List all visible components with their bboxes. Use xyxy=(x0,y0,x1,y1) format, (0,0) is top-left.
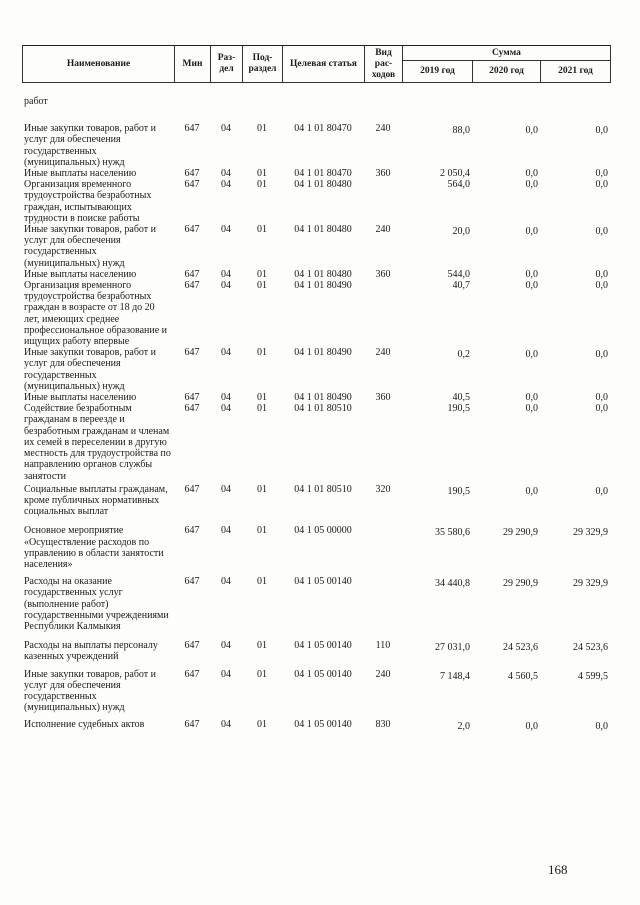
row-razdel: 04 xyxy=(221,403,231,415)
row-name: Расходы на оказание государственных услуг (выполнение работ) государственными учреждениями Республики Калмыкия xyxy=(24,576,169,632)
table-row xyxy=(22,574,610,638)
row-name: Исполнение судебных актов xyxy=(24,719,145,731)
row-razdel: 04 xyxy=(221,168,231,180)
row-2019: 564,0 xyxy=(447,179,470,191)
row-min: 647 xyxy=(184,576,200,588)
row-2021: 4 599,5 xyxy=(578,670,608,682)
row-2019: 2 050,4 xyxy=(440,168,470,180)
row-2019: 20,0 xyxy=(452,226,470,238)
row-name: Социальные выплаты гражданам, кроме публичных нормативных социальных выплат xyxy=(24,483,168,518)
table-row xyxy=(22,88,610,123)
row-2019: 40,7 xyxy=(452,280,470,292)
table-body xyxy=(22,88,610,733)
row-target: 04 1 01 80490 xyxy=(294,280,352,292)
row-min: 647 xyxy=(184,347,200,359)
row-vid: 240 xyxy=(375,668,391,680)
row-2021: 0,0 xyxy=(595,392,608,404)
row-min: 647 xyxy=(184,179,200,191)
row-name: работ xyxy=(24,96,48,107)
row-vid: 360 xyxy=(375,268,391,280)
row-target: 04 1 01 80480 xyxy=(294,179,352,191)
row-min: 647 xyxy=(184,719,200,731)
table-row xyxy=(22,667,610,718)
row-min: 647 xyxy=(184,123,200,135)
row-min: 647 xyxy=(184,403,200,415)
row-min: 647 xyxy=(184,392,200,404)
row-name: Содействие безработным гражданам в переезде и безработным гражданам и членам их семей в переселении в другую местность для трудоустройства по направлению органов службы занятости xyxy=(24,403,171,482)
row-2020: 0,0 xyxy=(525,226,538,238)
row-podrazdel: 01 xyxy=(257,280,267,292)
row-vid: 240 xyxy=(375,123,391,135)
header-sum: Сумма xyxy=(403,46,611,61)
header-podrazdel: Под-раздел xyxy=(243,46,283,83)
row-2020: 0,0 xyxy=(525,268,538,280)
row-name: Иные закупки товаров, работ и услуг для обеспечения государственных (муниципальных) нужд xyxy=(24,347,157,392)
header-2019: 2019 год xyxy=(403,61,473,83)
row-name: Иные закупки товаров, работ и услуг для обеспечения государственных (муниципальных) нужд xyxy=(24,668,157,714)
row-2020: 24 523,6 xyxy=(503,642,538,654)
row-razdel: 04 xyxy=(221,576,231,588)
row-podrazdel: 01 xyxy=(257,179,267,191)
row-podrazdel: 01 xyxy=(257,719,267,731)
row-podrazdel: 01 xyxy=(257,483,267,495)
row-min: 647 xyxy=(184,168,200,180)
header-razdel: Раз-дел xyxy=(211,46,243,83)
row-podrazdel: 01 xyxy=(257,168,267,180)
row-2020: 4 560,5 xyxy=(508,670,538,682)
row-2019: 35 580,6 xyxy=(435,527,470,539)
row-name: Иные выплаты населению xyxy=(24,168,137,180)
row-razdel: 04 xyxy=(221,668,231,680)
row-name: Иные закупки товаров, работ и услуг для обеспечения государственных (муниципальных) нужд xyxy=(24,123,157,168)
row-min: 647 xyxy=(184,668,200,680)
table-row xyxy=(22,392,610,403)
row-razdel: 04 xyxy=(221,719,231,731)
table-row xyxy=(22,269,610,280)
row-vid: 110 xyxy=(375,640,391,652)
row-vid: 830 xyxy=(375,719,391,731)
row-name: Иные выплаты населению xyxy=(24,268,137,280)
row-razdel: 04 xyxy=(221,268,231,280)
row-2021: 0,0 xyxy=(595,226,608,238)
header-2020: 2020 год xyxy=(473,61,541,83)
row-min: 647 xyxy=(184,280,200,292)
row-2019: 544,0 xyxy=(447,268,470,280)
row-target: 04 1 01 80510 xyxy=(294,483,352,495)
row-target: 04 1 01 80490 xyxy=(294,392,352,404)
row-name: Основное мероприятие «Осуществление расходов по управлению в области занятости населения» xyxy=(24,525,164,570)
row-2021: 29 329,9 xyxy=(573,527,608,539)
row-min: 647 xyxy=(184,268,200,280)
row-target: 04 1 05 00000 xyxy=(294,525,352,537)
row-target: 04 1 05 00140 xyxy=(294,640,352,652)
row-podrazdel: 01 xyxy=(257,403,267,415)
row-2019: 7 148,4 xyxy=(440,670,470,682)
row-target: 04 1 05 00140 xyxy=(294,668,352,680)
row-vid: 240 xyxy=(375,347,391,359)
row-2019: 0,2 xyxy=(457,349,470,361)
table-row xyxy=(22,168,610,179)
row-razdel: 04 xyxy=(221,525,231,537)
row-target: 04 1 01 80480 xyxy=(294,268,352,280)
row-razdel: 04 xyxy=(221,224,231,236)
row-2021: 29 329,9 xyxy=(573,578,608,590)
header-vid: Вид рас-ходов xyxy=(365,46,403,83)
row-name: Организация временного трудоустройства безработных граждан, испытывающих трудности в поиске работы xyxy=(24,179,152,224)
row-2020: 0,0 xyxy=(525,485,538,497)
row-vid: 360 xyxy=(375,168,391,180)
row-razdel: 04 xyxy=(221,179,231,191)
row-podrazdel: 01 xyxy=(257,392,267,404)
row-podrazdel: 01 xyxy=(257,576,267,588)
row-podrazdel: 01 xyxy=(257,224,267,236)
row-2020: 0,0 xyxy=(525,168,538,180)
row-2019: 190,5 xyxy=(447,403,470,415)
row-target: 04 1 05 00140 xyxy=(294,576,352,588)
row-2020: 0,0 xyxy=(525,280,538,292)
row-vid: 320 xyxy=(375,483,391,495)
row-target: 04 1 01 80470 xyxy=(294,168,352,180)
row-min: 647 xyxy=(184,483,200,495)
row-min: 647 xyxy=(184,224,200,236)
row-podrazdel: 01 xyxy=(257,640,267,652)
row-2020: 0,0 xyxy=(525,403,538,415)
row-target: 04 1 01 80490 xyxy=(294,347,352,359)
row-razdel: 04 xyxy=(221,483,231,495)
row-vid: 360 xyxy=(375,392,391,404)
row-target: 04 1 01 80470 xyxy=(294,123,352,135)
table-row xyxy=(22,638,610,666)
row-razdel: 04 xyxy=(221,123,231,135)
row-2019: 88,0 xyxy=(452,125,470,137)
header-name: Наименование xyxy=(23,46,175,83)
row-2021: 0,0 xyxy=(595,485,608,497)
row-podrazdel: 01 xyxy=(257,123,267,135)
table-row xyxy=(22,403,610,481)
row-name: Иные закупки товаров, работ и услуг для обеспечения государственных (муниципальных) нужд xyxy=(24,224,157,269)
row-2021: 0,0 xyxy=(595,125,608,137)
row-podrazdel: 01 xyxy=(257,525,267,537)
page-number: 168 xyxy=(548,862,568,877)
row-2019: 190,5 xyxy=(447,485,470,497)
row-podrazdel: 01 xyxy=(257,347,267,359)
table-header xyxy=(22,45,611,83)
row-min: 647 xyxy=(184,525,200,537)
row-2021: 0,0 xyxy=(595,349,608,361)
row-2021: 0,0 xyxy=(595,403,608,415)
header-target: Целевая статья xyxy=(283,46,365,83)
row-2020: 0,0 xyxy=(525,721,538,733)
row-2019: 27 031,0 xyxy=(435,642,470,654)
table-row xyxy=(22,717,610,732)
table-row xyxy=(22,123,610,168)
row-2020: 0,0 xyxy=(525,125,538,137)
row-name: Расходы на выплаты персоналу казенных учреждений xyxy=(24,640,158,663)
row-name: Организация временного трудоустройства безработных граждан в возрасте от 18 до 20 лет, имеющих среднее профессиональное образование и ищущих работу впервые xyxy=(24,280,168,348)
table-row xyxy=(22,347,610,392)
row-razdel: 04 xyxy=(221,280,231,292)
row-target: 04 1 01 80480 xyxy=(294,224,352,236)
row-2021: 0,0 xyxy=(595,179,608,191)
table-row xyxy=(22,482,610,524)
row-razdel: 04 xyxy=(221,640,231,652)
row-podrazdel: 01 xyxy=(257,668,267,680)
row-name: Иные выплаты населению xyxy=(24,392,137,404)
row-2021: 0,0 xyxy=(595,721,608,733)
row-2020: 0,0 xyxy=(525,392,538,404)
row-2021: 0,0 xyxy=(595,268,608,280)
header-2021: 2021 год xyxy=(541,61,611,83)
table-row xyxy=(22,179,610,224)
row-2021: 0,0 xyxy=(595,280,608,292)
row-2019: 40,5 xyxy=(452,392,470,404)
row-2021: 0,0 xyxy=(595,168,608,180)
row-2020: 29 290,9 xyxy=(503,527,538,539)
row-2019: 2,0 xyxy=(457,721,470,733)
row-2020: 0,0 xyxy=(525,179,538,191)
row-target: 04 1 01 80510 xyxy=(294,403,352,415)
row-2020: 29 290,9 xyxy=(503,578,538,590)
row-target: 04 1 05 00140 xyxy=(294,719,352,731)
row-min: 647 xyxy=(184,640,200,652)
row-2019: 34 440,8 xyxy=(435,578,470,590)
table-row xyxy=(22,523,610,574)
header-min: Мин xyxy=(175,46,211,83)
row-2021: 24 523,6 xyxy=(573,642,608,654)
row-razdel: 04 xyxy=(221,392,231,404)
row-podrazdel: 01 xyxy=(257,268,267,280)
row-razdel: 04 xyxy=(221,347,231,359)
row-vid: 240 xyxy=(375,224,391,236)
table-row xyxy=(22,280,610,347)
row-2020: 0,0 xyxy=(525,349,538,361)
table-row xyxy=(22,224,610,269)
